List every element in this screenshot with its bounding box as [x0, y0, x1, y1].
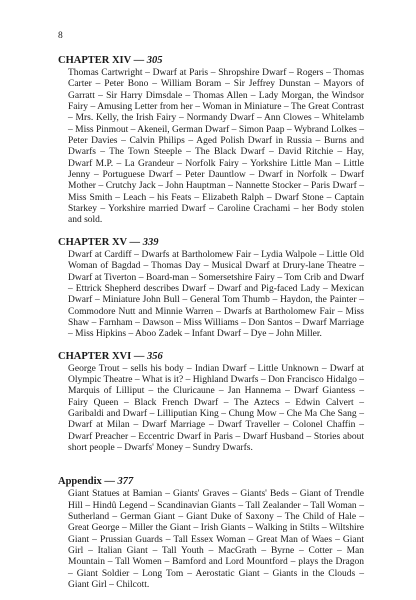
- appendix-heading: [58, 475, 364, 488]
- appendix-summary: Giant Statues at Bamian – Giants' Graves – Giants' Beds – Giant of Trendle Hill – Hindû Legend – Scandinavian Giants – Tall Zealander – Tall Woman – Sutherland – German Giant – Giant Duke of Saxony – The Child of Hale – Great George – Miller the Giant – Irish Giants – Walking in Stilts – Wiltshire Giant – Prussian Guards – Tall Essex Woman – Great Man of Waes – Giant Girl – Italian Giant – Tall Youth – MacGrath – Byrne – Cotter – Man Mountain – Tall Women – Bamford and Lord Mountford – plays the Dragon – Giant Soldier – Long Tom – Aerostatic Giant – Giants in the Clouds – Giant Girl – Chilcott.: [68, 489, 364, 591]
- chapter-title: CHAPTER XV —: [58, 236, 143, 248]
- chapter-summary: Dwarf at Cardiff – Dwarfs at Bartholomew Fair – Lydia Walpole – Little Old Woman of Bagdad – Thomas Day – Musical Dwarf at Drury-lane Theatre – Dwarf at Tiverton – Board-man – Somersetshire Fairy – Tom Crib and Dwarf – Ettrick Shepherd describes Dwarf – Dwarf and Pig-faced Lady – Mexican Dwarf – Miniature John Bull – General Tom Thumb – Haydon, the Painter – Commodore Nutt and Minnie Warren – Dwarfs at Bartholomew Fair – Miss Shaw – Farnham – Dawson – Miss Williams – Don Santos – Dwarf Marriage – Miss Hipkins – Aboo Zadek – Infant Dwarf – Dye – John Miller.: [68, 249, 364, 340]
- chapter-summary: George Trout – sells his body – Indian Dwarf – Little Unknown – Dwarf at Olympic Theatre – What is it? – Highland Dwarfs – Don Francisco Hidalgo – Marquis of Lilliput – the Cluricaune – Jan Hannema – Dwarf Giantess – Fairy Queen – Black French Dwarf – The Aztecs – Edwin Calvert – Garibaldi and Dwarf – Lilliputian King – Chung Mow – Che Ma Che Sang – Dwarf at Milan – Dwarf Marriage – Dwarf Traveller – Colonel Chaffin – Dwarf Preacher – Eccentric Dwarf in Paris – Dwarf Husband – Stories about short people – Dwarfs' Money – Sundry Dwarfs.: [68, 363, 364, 453]
- chapter-page-ref: 305: [146, 55, 163, 66]
- chapter-xiv: [58, 54, 364, 227]
- chapter-page-ref: 339: [142, 236, 159, 248]
- chapter-xvi: [58, 350, 364, 455]
- page-number: 8: [58, 31, 63, 41]
- appendix-page-ref: 377: [117, 476, 134, 488]
- chapter-summary: Thomas Cartwright – Dwarf at Paris – Shropshire Dwarf – Rogers – Thomas Carter – Peter Bono – William Boram – Sir Jeffrey Dunstan – Mayors of Garratt – Sir Harry Dimsdale – Thomas Allen – Lady Morgan, the Windsor Fairy – Amusing Letter from her – Woman in Miniature – The Great Contrast – Mrs. Kelly, the Irish Fairy – Normandy Dwarf – Ann Clowes – Whitelamb – Miss Pinmout – Akeneil, German Dwarf – Simon Paap – Wybrand Lolkes – Peter Davies – Calvin Philips – Aged Polish Dwarf in Russia – Burns and Dwarfs – The Town Steeple – The Black Dwarf – David Ritchie – Hay, Dwarf M.P. – La Grandeur – Norfolk Fairy – Yorkshire Little Man – Little Jenny – Portuguese Dwarf – Peter Dauntlow – Dwarf in Norfolk – Dwarf Mother – Crutchy Jack – John Hauptman – Nannette Stocker – Paris Dwarf – Miss Smith – Leach – his Feats – Elizabeth Ralph – Dwarf Stone – Captain Starkey – Yorkshire married Dwarf – Caroline Crachami – her Body stolen and sold.: [68, 68, 364, 226]
- appendix: [58, 475, 364, 591]
- chapter-title: CHAPTER XIV —: [58, 55, 147, 66]
- appendix-title: Appendix —: [58, 476, 118, 488]
- chapter-heading: [58, 54, 364, 67]
- chapter-page-ref: 356: [146, 350, 163, 362]
- table-of-contents: [58, 54, 364, 600]
- chapter-title: CHAPTER XVI —: [58, 350, 147, 362]
- chapter-heading: [58, 236, 364, 249]
- chapter-xv: [58, 236, 364, 341]
- chapter-heading: [58, 350, 364, 363]
